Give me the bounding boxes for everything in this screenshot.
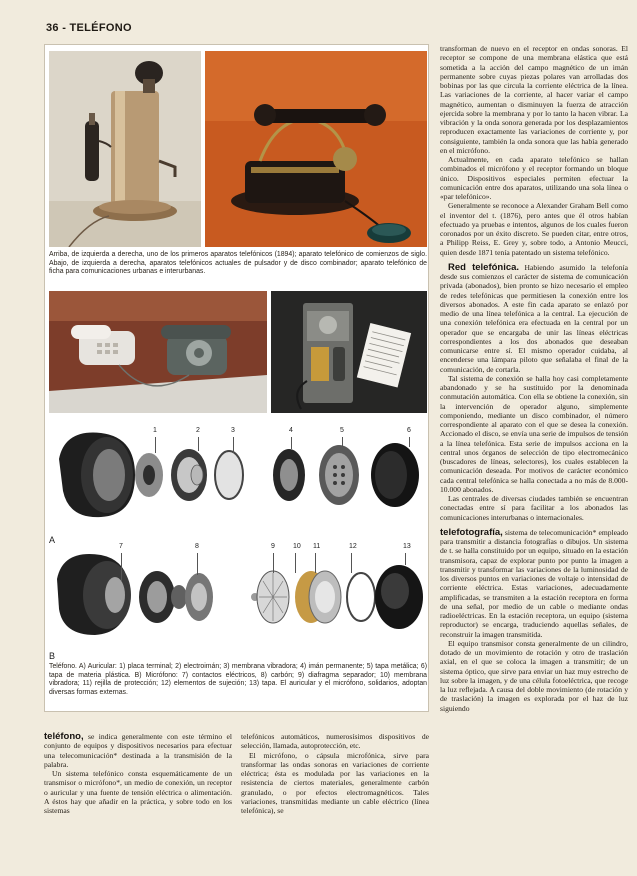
leader-line	[342, 437, 343, 447]
entry-headword: telefotografía,	[440, 526, 503, 538]
caption-diagram: Teléfono. A) Auricular: 1) placa terminal; 2) electroimán; 3) membrana vibradora; 4) imán permanente; 5) tapa metálica; 6) tapa de materia plástica. B) Micrófono: 7) contactos eléctricos, 8) carbón; 9) diafragma separador; 10) membrana vibradora; 11) rejilla de protección; 12) elementos de sujeción; 13) tapa. El auricular y el micrófono, solidarios, adoptan diversas formas externas.	[49, 663, 427, 696]
leader-line	[351, 553, 352, 573]
early-phone-illustration	[205, 51, 427, 247]
modern-phones-illustration	[49, 291, 267, 413]
paragraph: Actualmente, en cada aparato telefónico se hallan combinados el micrófono y el receptor formando un bloque único. Dispositivos especiales permiten efectuar la comunicación entre dos aparatos, utilizando una sola línea o «par telefónico».	[440, 155, 628, 201]
leader-line	[197, 553, 198, 575]
entry-telefono	[44, 732, 232, 769]
entry-telefotografia	[440, 528, 628, 639]
leader-line	[315, 553, 316, 573]
antique-phone-illustration	[49, 51, 201, 247]
part-number: 10	[293, 543, 301, 550]
section-red-telefonica	[440, 263, 628, 374]
paragraph: Las centrales de diversas ciudades también se encuentran conectadas entre sí para facilitar a los abonados las comunicaciones interurbanas o internacionales.	[440, 494, 628, 522]
paragraph: telefónicos automáticos, numerosísimos dispositivos de selección, llamada, autoprotección, etc.	[241, 732, 429, 751]
leader-line	[295, 553, 296, 573]
part-number: 6	[407, 427, 411, 434]
part-number: 12	[349, 543, 357, 550]
leader-line	[121, 553, 122, 581]
text-column-middle	[241, 732, 429, 815]
leader-line	[273, 553, 274, 573]
part-number: 3	[231, 427, 235, 434]
entry-headword: teléfono,	[44, 731, 84, 742]
illustration-panel	[44, 44, 429, 712]
section-heading: Red telefónica.	[448, 261, 520, 273]
paragraph: Generalmente se reconoce a Alexander Graham Bell como el inventor del t. (1876), pero antes que él otros habían efectuado ya pruebas e intentos, algunos de los cuales fueron coronados por un éxito discreto. Se pueden citar, entre otros, a Philipp Reiss, E. Grey y, sobre todo, a Antonio Meucci, quien desde 1871 tenía patentado un sistema telefónico.	[440, 201, 628, 257]
leader-line	[291, 437, 292, 449]
paragraph: sistema de telecomunicación* empleado para transmitir a distancia fotografías o dibujos. Un sistema de t. se halla constituido por un equipo, situado en la estación transmisora, capaz de explorar punto por punto la imagen a transmitir y transformar las variaciones de la luminosidad de los diversos puntos en variaciones de voltaje o intensidad de corriente eléctrica. Estas variaciones, adecuadamente amplificadas, se transmiten a la estación receptora en forma de una señal, por medio de un cable o mediante ondas radioeléctricas. En la estación receptora, un equipo (sistema reproductor) se encarga, traduciendo aquellas señales, de reconstruir la imagen transmitida.	[440, 527, 628, 639]
part-number: 8	[195, 543, 199, 550]
paragraph: Un sistema telefónico consta esquemáticamente de un transmisor o micrófono*, un medio de conexión, un receptor o auricular y una fuente de tensión eléctrica o alimentación. A éstos hay que añadir en la práctica, y sobre todo en los sistemas	[44, 769, 232, 815]
paragraph: Tal sistema de conexión se halla hoy casi completamente abandonado y se ha sustituido por la denominada conmutación automática. Con ella se obtiene la conexión, sin la intervención de operador alguno, simplemente componiendo, mediante un disco combinador, el número correspondiente al aparato con el que se desea la conexión. Accionado el disco, se envía una serie de impulsos de tensión a la línea telefónica. Esta serie de impulsos acciona en la central unos órganos de selección de tipo electromecánico (buscadores de líneas, selectores), los cuales establecen la comunicación deseada. Por motivos de carácter económico cada central telefónica se halla conectada a no más de 8.000-10.000 abonados.	[440, 373, 628, 494]
photo-early-century-telephone	[205, 51, 427, 247]
part-number: 13	[403, 543, 411, 550]
diagram-row-b-label: B	[49, 651, 56, 659]
exploded-diagram	[49, 419, 427, 659]
part-number: 11	[313, 543, 321, 550]
diagram-row-a-label: A	[49, 535, 56, 545]
paragraph: se indica generalmente con este término el conjunto de equipos y dispositivos necesarios para efectuar una telecomunicación* destinada a la transmisión de la palabra.	[44, 732, 232, 769]
leader-line	[233, 437, 234, 453]
leader-line	[405, 553, 406, 565]
text-column-left	[44, 732, 232, 815]
part-number: 2	[196, 427, 200, 434]
paragraph: transforman de nuevo en el receptor en ondas sonoras. El receptor se compone de una membrana elástica que está sometida a la acción del campo magnético de un imán permanente sobre cuyas piezas polares van arrolladas dos bobinas por las que circula la corriente eléctrica de la línea. Las variaciones de la corriente, al hacer variar el campo magnético, aumentan o disminuyen la fuerza de atracción ejercida sobre la membrana y por lo tanto la hacen vibrar. La vibración y la onda sonora generada por los desplazamientos reproducen exactamente las variaciones de corriente y, por consiguiente, también la onda sonora que las había generado en el micrófono.	[440, 44, 628, 155]
leader-line	[198, 437, 199, 451]
row-b-microphone-parts	[57, 554, 423, 635]
leader-line	[409, 437, 410, 447]
part-number: 5	[340, 427, 344, 434]
row-a-receiver-parts	[59, 433, 419, 518]
part-number: 1	[153, 427, 157, 434]
photo-1894-telephone	[49, 51, 201, 247]
leader-line	[155, 437, 156, 453]
part-number: 9	[271, 543, 275, 550]
paragraph: Habiendo asumido la telefonía desde sus comienzos el carácter de sistema de comunicación privada (abonados), bien pronto se hizo necesario el empleo de redes telefónicas que permitiesen la conexión entre los diversos abonados. A este fin cada aparato se enlazó por medio de una línea telefónica a la central. La ejecución de una conexión telefónica era efectuada en la central por un operador que se encargaba de unir las líneas eléctricas correspondientes a los dos abonados que deseaban comunicarse entre sí. El mismo operador cuidaba, al encenderse una lámpara piloto que señalaba el final de la comunicación, de cortarla.	[440, 262, 628, 374]
telephone-components-diagram	[49, 419, 427, 659]
photo-token-telephone	[271, 291, 427, 413]
caption-top-photos: Arriba, de izquierda a derecha, uno de los primeros aparatos telefónicos (1894); aparato telefónico de comienzos de siglo. Abajo, de izquierda a derecha, aparatos telefónicos actuales de pulsador y de disco combinador; aparato telefónico de ficha para comunicaciones urbanas e interurbanas.	[49, 251, 427, 276]
token-phone-illustration	[271, 291, 427, 413]
part-number: 7	[119, 543, 123, 550]
paragraph: El equipo transmisor consta generalmente de un cilindro, dotado de un movimiento de rotación y otro de traslación axial, en el que se coloca la imagen a transmitir; de un sistema óptico, que sirve para enviar un haz muy estrecho de luz sobre la imagen, y de una célula fotoeléctrica, que recoge la luz reflejada. A causa del doble movimiento (de rotación y de traslación) la imagen es explorada por el haz de luz siguiendo	[440, 638, 628, 713]
text-column-right	[440, 44, 628, 713]
running-head: 36 - TELÉFONO	[46, 22, 132, 34]
part-number: 4	[289, 427, 293, 434]
paragraph: El micrófono, o cápsula microfónica, sirve para transformar las ondas sonoras en variaciones de corriente eléctrica; ésta es modulada por las variaciones en la resistencia de ciertos materiales, generalmente carbón granulado, o por efectos electromagnéticos. Tales variaciones, transmitidas mediante un cable eléctrico (línea telefónica), se	[241, 750, 429, 815]
photo-modern-telephones	[49, 291, 267, 413]
